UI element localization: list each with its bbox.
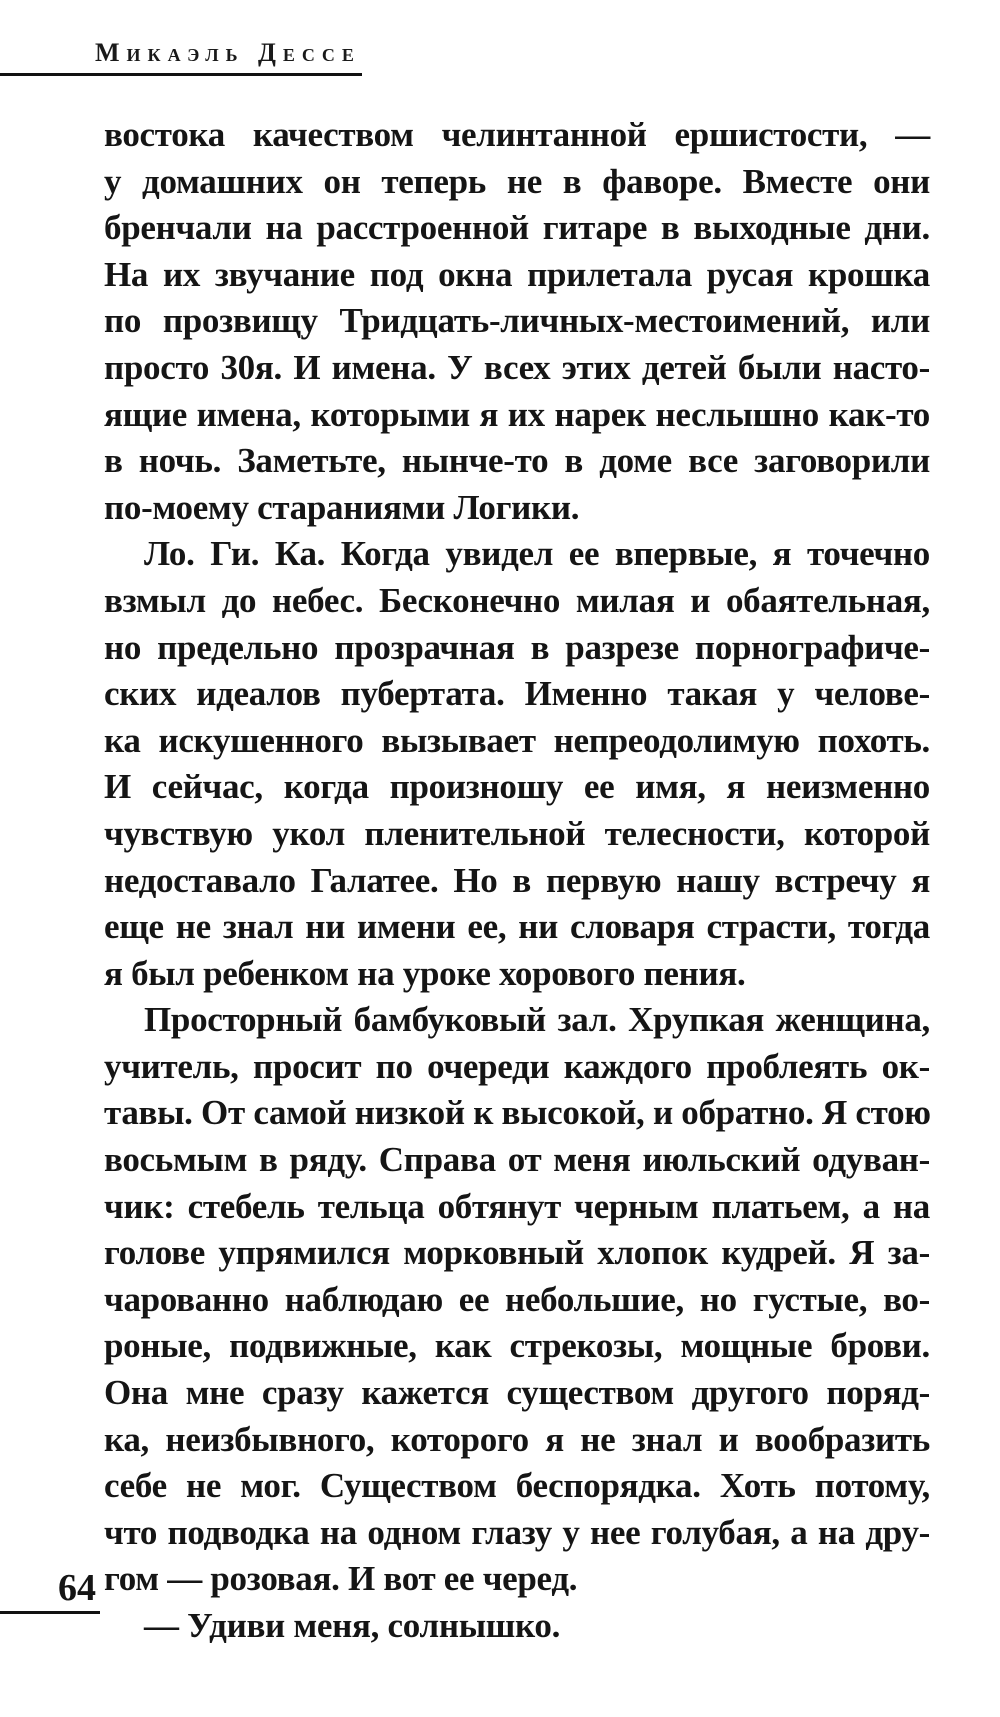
text-line: еще не знал ни имени ее, ни словаря страсти, тогда — [104, 907, 930, 947]
text-line: что подводка на одном глазу у нее голубая, а на дру- — [104, 1512, 930, 1552]
text-line: ка, неизбывного, которого я не знал и вообразить — [104, 1419, 930, 1459]
header-rule — [0, 73, 362, 76]
text-line: себе не мог. Существом беспорядка. Хоть потому, — [104, 1466, 930, 1506]
text-line: по прозвищу Тридцать-личных-местоимений, или — [104, 301, 930, 341]
text-line: взмыл до небес. Бесконечно милая и обаятельная, — [104, 580, 930, 620]
text-line: просто 30я. И имена. У всех этих детей были насто- — [104, 347, 930, 387]
text-line: чик: стебель тельца обтянут черным платьем, а на — [104, 1186, 930, 1226]
text-line: Просторный бамбуковый зал. Хрупкая женщина, — [144, 1000, 930, 1040]
text-line: И сейчас, когда произношу ее имя, я неизменно — [104, 767, 930, 807]
text-line: я был ребенком на уроке хорового пения. — [104, 953, 746, 993]
text-line: у домашних он теперь не в фаворе. Вместе они — [104, 161, 930, 201]
text-line: недоставало Галатее. Но в первую нашу встречу я — [104, 860, 930, 900]
text-line: учитель, просит по очереди каждого проблеять ок- — [104, 1046, 930, 1086]
text-line: чарованно наблюдаю ее небольшие, но густые, во- — [104, 1279, 930, 1319]
footer-rule — [0, 1611, 100, 1614]
text-line: голове упрямился морковный хлопок кудрей. Я за- — [104, 1233, 930, 1273]
text-line: гом — розовая. И вот ее черед. — [104, 1559, 578, 1599]
text-line: бренчали на расстроенной гитаре в выходные дни. — [104, 208, 930, 248]
text-line: На их звучание под окна прилетала русая крошка — [104, 254, 930, 294]
text-line: но предельно прозрачная в разрезе порнографиче- — [104, 627, 930, 667]
text-line: — Удиви меня, солнышко. — [144, 1606, 561, 1645]
text-line: роные, подвижные, как стрекозы, мощные брови. — [104, 1326, 930, 1366]
page-number: 64 — [58, 1567, 96, 1609]
text-line: Ло. Ги. Ка. Когда увидел ее впервые, я точечно — [144, 534, 930, 574]
text-line: востока качеством челинтанной ершистости, — — [104, 115, 930, 154]
text-line: ка искушенного вызывает непреодолимую похоть. — [104, 720, 930, 760]
running-head: Микаэль Дессе — [95, 38, 361, 67]
text-line: восьмым в ряду. Справа от меня июльский одуван- — [104, 1140, 930, 1180]
body-text — [104, 112, 930, 1650]
text-line: чувствую укол пленительной телесности, которой — [104, 813, 930, 853]
text-line: ящие имена, которыми я их нарек неслышно как-то — [104, 394, 930, 434]
text-line: ских идеалов пубертата. Именно такая у челове- — [104, 674, 930, 714]
text-line: Она мне сразу кажется существом другого поряд- — [104, 1373, 930, 1413]
text-line: в ночь. Заметьте, нынче-то в доме все заговорили — [104, 441, 930, 481]
text-line: тавы. От самой низкой к высокой, и обратно. Я стою — [104, 1093, 931, 1133]
text-line: по-моему стараниями Логики. — [104, 487, 580, 527]
